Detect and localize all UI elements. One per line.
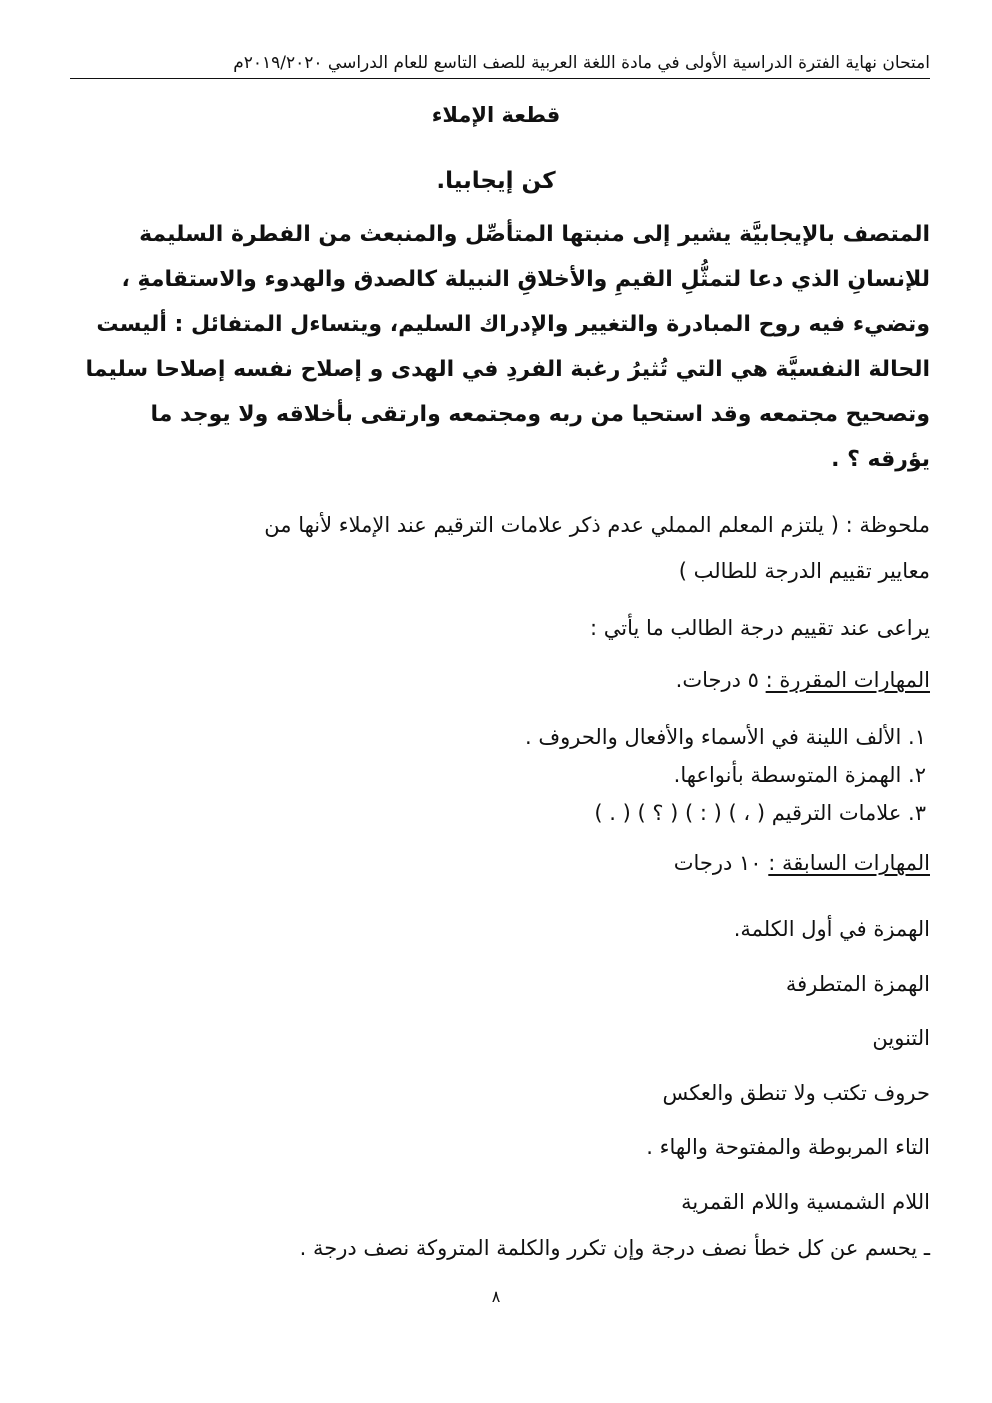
previous-skills-marks: ١٠ درجات bbox=[673, 851, 762, 875]
list-item: الهمزة في أول الكلمة. bbox=[733, 917, 930, 941]
previous-skills-label: المهارات السابقة : bbox=[768, 851, 930, 875]
exam-header: امتحان نهاية الفترة الدراسية الأولى في مادة اللغة العربية للصف التاسع للعام الدراسي ٢٠١٩/٢٠٢٠م bbox=[70, 52, 930, 79]
required-skills-list bbox=[525, 718, 926, 832]
required-skills-marks: ٥ درجات. bbox=[675, 668, 759, 692]
list-item: التنوين bbox=[872, 1026, 930, 1050]
grading-instruction: يراعى عند تقييم درجة الطالب ما يأتي : bbox=[590, 616, 930, 640]
passage-line: وتصحيح مجتمعه وقد استحيا من ربه ومجتمعه وارتقى بأخلاقه ولا يوجد ما bbox=[150, 402, 930, 427]
passage-line: للإنسانِ الذي دعا لتمثُّلِ القيمِ والأخلاقِ النبيلة كالصدق والهدوء والاستقامةِ ، bbox=[121, 267, 930, 292]
previous-skills-list bbox=[646, 902, 930, 1229]
dictation-passage bbox=[40, 212, 930, 482]
page-number: ٨ bbox=[491, 1287, 501, 1306]
teacher-note bbox=[60, 502, 930, 594]
list-item: ٣. علامات الترقيم ( ، ) ( : ) ( ؟ ) ( . ) bbox=[594, 801, 926, 825]
list-item: التاء المربوطة والمفتوحة والهاء . bbox=[646, 1135, 930, 1159]
note-line: ملحوظة : ( يلتزم المعلم المملي عدم ذكر علامات الترقيم عند الإملاء لأنها من bbox=[264, 513, 930, 537]
list-item: ١. الألف اللينة في الأسماء والأفعال والحروف . bbox=[525, 725, 926, 749]
list-item: اللام الشمسية واللام القمرية bbox=[681, 1189, 930, 1214]
list-item: الهمزة المتطرفة bbox=[785, 971, 930, 996]
list-item: ٢. الهمزة المتوسطة بأنواعها. bbox=[673, 763, 926, 787]
passage-line: وتضيء فيه روح المبادرة والتغيير والإدراك السليم، ويتساءل المتفائل : أليست bbox=[96, 312, 930, 337]
passage-line: المتصف بالإيجابيَّة يشير إلى منبتها المتأصِّل والمنبعث من الفطرة السليمة bbox=[139, 222, 930, 247]
note-line: معايير تقييم الدرجة للطالب ) bbox=[678, 559, 930, 583]
passage-line: يؤرقه ؟ . bbox=[831, 447, 930, 472]
deduction-rule: ـ يحسم عن كل خطأ نصف درجة وإن تكرر والكلمة المتروكة نصف درجة . bbox=[299, 1236, 930, 1260]
passage-title: كن إيجابيا. bbox=[436, 168, 556, 194]
required-skills-label: المهارات المقررة : bbox=[765, 668, 930, 692]
required-skills-heading bbox=[676, 662, 930, 698]
list-item: حروف تكتب ولا تنطق والعكس bbox=[662, 1080, 930, 1105]
previous-skills-heading bbox=[674, 845, 930, 881]
passage-line: الحالة النفسيَّة هي التي تُثيرُ رغبة الفردِ في الهدى و إصلاح نفسه إصلاحا سليما bbox=[85, 357, 930, 382]
page-title: قطعة الإملاء bbox=[431, 103, 561, 127]
